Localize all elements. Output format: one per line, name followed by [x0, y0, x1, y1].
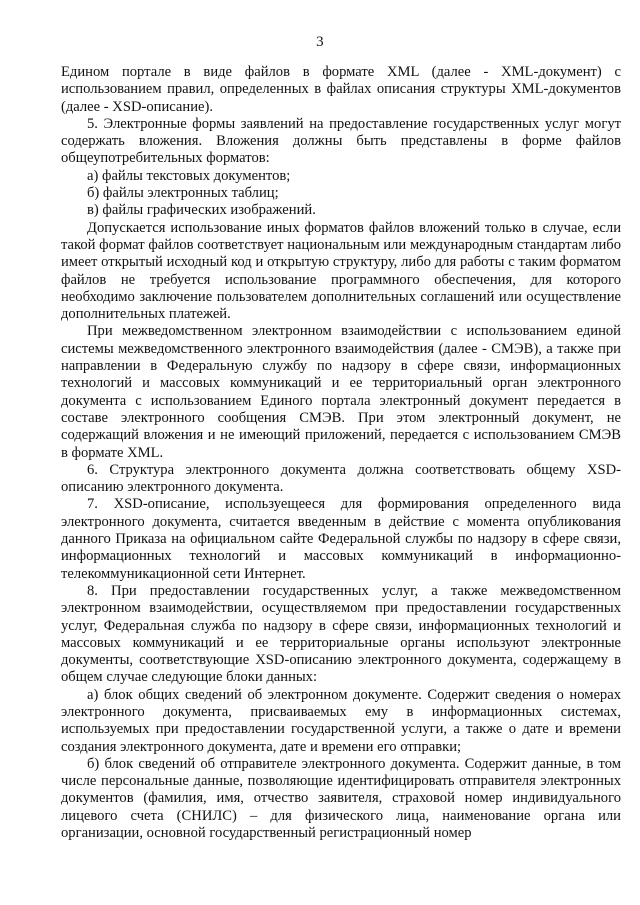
paragraph-smev: При межведомственном электронном взаимодействии с использованием единой системы межведомственного электронного взаимодействия (далее - СМЭВ), а также при направлении в Федеральную службу по надзору в сфере связи, информационных технологий и массовых коммуникаций и ее территориальный орган электронного документа с использованием Единого портала электронный документ передается в составе электронного сообщения СМЭВ. При этом электронный документ, не содержащий вложения и не имеющий приложений, передается с использованием СМЭВ в формате XML. [61, 323, 621, 461]
paragraph-item-8b: б) блок сведений об отправителе электронного документа. Содержит данные, в том числе персональные данные, позволяющие идентифицировать отправителя электронных документов (фамилия, имя, отчество заявителя, страховой номер индивидуального лицевого счета (СНИЛС) – для физического лица, наименование органа или организации, основной государственный регистрационный номер [61, 755, 621, 842]
paragraph-item-6: 6. Структура электронного документа должна соответствовать общему XSD-описанию электронного документа. [61, 461, 621, 496]
paragraph-item-8a: а) блок общих сведений об электронном документе. Содержит сведения о номерах электронного документа, присваиваемых ему в информационных системах, используемых при предоставлении государственной услуги, а также о дате и времени создания электронного документа, дате и времени его отправки; [61, 686, 621, 755]
list-item-5b: б) файлы электронных таблиц; [87, 185, 279, 202]
list-item-5c: в) файлы графических изображений. [87, 202, 316, 219]
paragraph-item-5: 5. Электронные формы заявлений на предоставление государственных услуг могут содержать вложения. Вложения должны быть представлены в форме файлов общеупотребительных форматов: [61, 115, 621, 167]
list-item-5a: а) файлы текстовых документов; [87, 167, 291, 184]
paragraph-attachment-formats: Допускается использование иных форматов файлов вложений только в случае, если такой формат файлов соответствует национальным или международным стандартам либо имеет открытый исходный код и открытую структуру, либо для работы с таким форматом файлов не требуется использование программного обеспечения, для которого необходимо заключение пользователем дополнительных соглашений или осуществление дополнительных платежей. [61, 219, 621, 323]
paragraph-continuation: Едином портале в виде файлов в формате XML (далее - XML-документ) с использованием правил, определенных в файлах описания структуры XML-документов (далее - XSD-описание). [61, 64, 621, 115]
document-body [61, 64, 621, 842]
paragraph-item-7: 7. XSD-описание, используещееся для формирования определенного вида электронного документа, считается введенным в действие с момента опубликования данного Приказа на официальном сайте Федеральной службы по надзору в сфере связи, информационных технологий и массовых коммуникаций в информационно-телекоммуникационной сети Интернет. [61, 496, 621, 582]
paragraph-item-8: 8. При предоставлении государственных услуг, а также межведомственном электронном взаимодействии, осуществляемом при предоставлении государственных услуг, Федеральная служба по надзору в сфере связи, информационных технологий и массовых коммуникаций и ее территориальные органы используют электронные документы, соответствующие XSD-описанию электронного документа, содержащему в общем случае следующие блоки данных: [61, 582, 621, 686]
page-number: 3 [316, 34, 324, 50]
